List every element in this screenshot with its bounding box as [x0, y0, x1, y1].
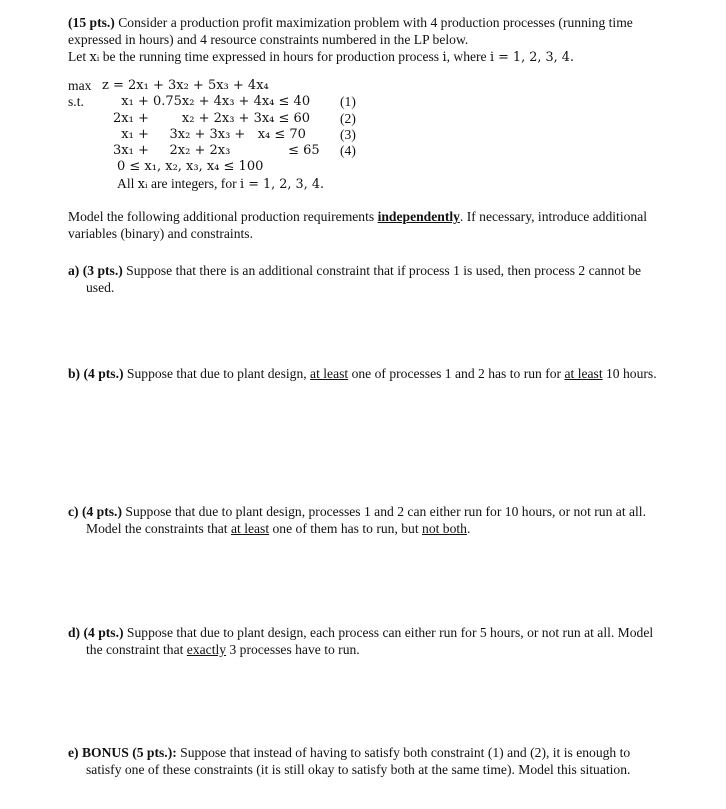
- lp-max-label: max: [68, 78, 92, 93]
- lp-integer-set: i = 1, 2, 3, 4.: [240, 176, 325, 192]
- question-underline: at least: [310, 366, 349, 381]
- lp-integer-var: xᵢ: [137, 176, 148, 192]
- intro-def-set: i = 1, 2, 3, 4.: [489, 49, 574, 65]
- question-body: .: [466, 520, 471, 536]
- lp-constraint-expr: x₁ + 3x₂ + 3x₃ + x₄ ≤ 70: [113, 126, 306, 142]
- intro-def-pre: Let: [68, 48, 90, 64]
- question-text: [68, 366, 668, 383]
- question-body: 3 processes have to run.: [226, 641, 360, 657]
- model-pre: Model the following additional production requirements: [68, 209, 378, 224]
- lp-integer-statement: [117, 176, 324, 194]
- question-label: e) BONUS (5 pts.):: [68, 745, 177, 760]
- lp-objective: z = 2x₁ + 3x₂ + 5x₃ + 4x₄: [102, 78, 269, 93]
- lp-integer-post: are integers, for: [147, 175, 241, 191]
- intro-def-var: xᵢ: [89, 49, 100, 65]
- question-underline: exactly: [186, 641, 227, 657]
- model-post: . If necessary, introduce additional variables (binary) and constraints.: [68, 209, 648, 241]
- question-body: Suppose that there is an additional constraint that if process 1 is used, then process 2 cannot be used.: [86, 263, 642, 295]
- question-label: d) (4 pts.): [68, 625, 124, 640]
- question-label: b) (4 pts.): [68, 366, 124, 381]
- problem-intro: [68, 15, 668, 66]
- lp-constraint-row: [68, 143, 488, 159]
- lp-model: [68, 78, 488, 192]
- intro-def-mid: be the running time expressed in hours for production process: [99, 48, 443, 64]
- intro-def-post: , where: [446, 48, 490, 64]
- lp-objective-row: [68, 78, 488, 94]
- model-emphasis: independently: [377, 209, 460, 224]
- question-b: [68, 366, 668, 383]
- question-underline: at least: [564, 366, 603, 381]
- question-underline: not both: [422, 520, 467, 536]
- lp-constraint-expr: x₁ + 0.75x₂ + 4x₃ + 4x₄ ≤ 40: [113, 94, 311, 110]
- lp-constraint-expr: 3x₁ + 2x₂ + 2x₃ ≤ 65: [113, 143, 320, 159]
- lp-st-label: s.t.: [68, 94, 84, 110]
- intro-def-i: i: [442, 49, 447, 65]
- question-body: Suppose that instead of having to satisfy both constraint (1) and (2), it is enough to satisfy one of these constraints (it is still okay to satisfy both at the same time). Model this situation.: [86, 745, 631, 777]
- lp-constraint-expr: 2x₁ + x₂ + 2x₃ + 3x₄ ≤ 60: [113, 110, 311, 126]
- lp-integer-pre: All: [117, 175, 138, 191]
- question-e: [68, 745, 668, 779]
- question-a: [68, 263, 668, 297]
- question-body: one of them has to run, but: [269, 520, 423, 536]
- question-body: Suppose that due to plant design, processes 1 and 2 can either run for 10 hours, or not run at all. Model the constraints that: [86, 504, 646, 536]
- lp-constraint-row: [68, 111, 488, 127]
- question-text: [68, 625, 668, 659]
- lp-constraint-row: [68, 127, 488, 143]
- question-label: a) (3 pts.): [68, 263, 123, 278]
- question-body: Suppose that due to plant design, each process can either run for 5 hours, or not run at all. Model the constraint that: [86, 625, 654, 657]
- lp-integer-row: [68, 176, 488, 192]
- lp-bounds: 0 ≤ x₁, x₂, x₃, x₄ ≤ 100: [117, 159, 264, 175]
- question-text: [68, 745, 668, 779]
- question-d: [68, 625, 668, 659]
- model-paragraph: [68, 209, 668, 243]
- question-c: [68, 504, 668, 538]
- question-body: one of processes 1 and 2 has to run for: [348, 366, 565, 381]
- lp-constraint-number: (3): [340, 126, 356, 142]
- lp-constraint-number: (4): [340, 143, 356, 159]
- question-underline: at least: [230, 520, 270, 536]
- question-body: Suppose that due to plant design,: [123, 366, 311, 381]
- intro-points: (15 pts.): [68, 15, 115, 30]
- lp-constraint-row: [68, 94, 488, 110]
- question-label: c) (4 pts.): [68, 504, 122, 519]
- model-instruction: [68, 209, 668, 243]
- intro-variable-definition: [68, 49, 668, 67]
- intro-paragraph: [68, 15, 668, 49]
- question-text: [68, 263, 668, 297]
- lp-constraint-number: (1): [340, 94, 356, 110]
- intro-text: Consider a production profit maximization problem with 4 production processes (running time expressed in hours) and 4 resource constraints numbered in the LP below.: [68, 15, 633, 47]
- question-text: [68, 504, 668, 538]
- lp-bounds-row: [68, 159, 488, 175]
- question-body: 10 hours.: [602, 366, 657, 381]
- lp-constraint-number: (2): [340, 110, 356, 126]
